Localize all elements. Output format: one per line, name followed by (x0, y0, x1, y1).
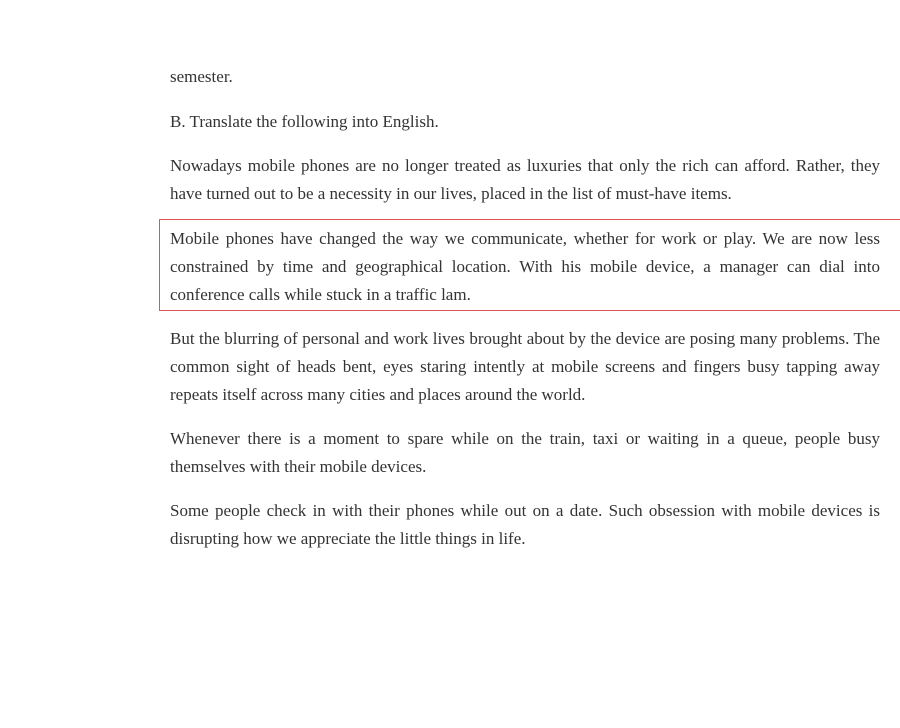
cut-off-text-line (170, 61, 880, 85)
paragraph-1: Nowadays mobile phones are no longer treated as luxuries that only the rich can afford. Rather, they have turned out to be a necessity in our lives, placed in the list of must-have items. (170, 156, 880, 203)
paragraph-5: Some people check in with their phones while out on a date. Such obsession with mobile devices is disrupting how we appreciate the little things in life. (170, 501, 880, 548)
paragraph-4: Whenever there is a moment to spare while on the train, taxi or waiting in a queue, people busy themselves with their mobile devices. (170, 429, 880, 476)
paragraph-2-selected[interactable]: Mobile phones have changed the way we communicate, whether for work or play. We are now less constrained by time and geographical location. With his mobile device, a manager can dial into conference calls while stuck in a traffic lam. (170, 229, 880, 304)
paragraph-3: But the blurring of personal and work lives brought about by the device are posing many problems. The common sight of heads bent, eyes staring intently at mobile screens and fingers busy tapping away repeats itself across many cities and places around the world. (170, 329, 880, 404)
section-heading: B. Translate the following into English. (170, 112, 439, 131)
cut-off-text: semester. (170, 67, 233, 85)
